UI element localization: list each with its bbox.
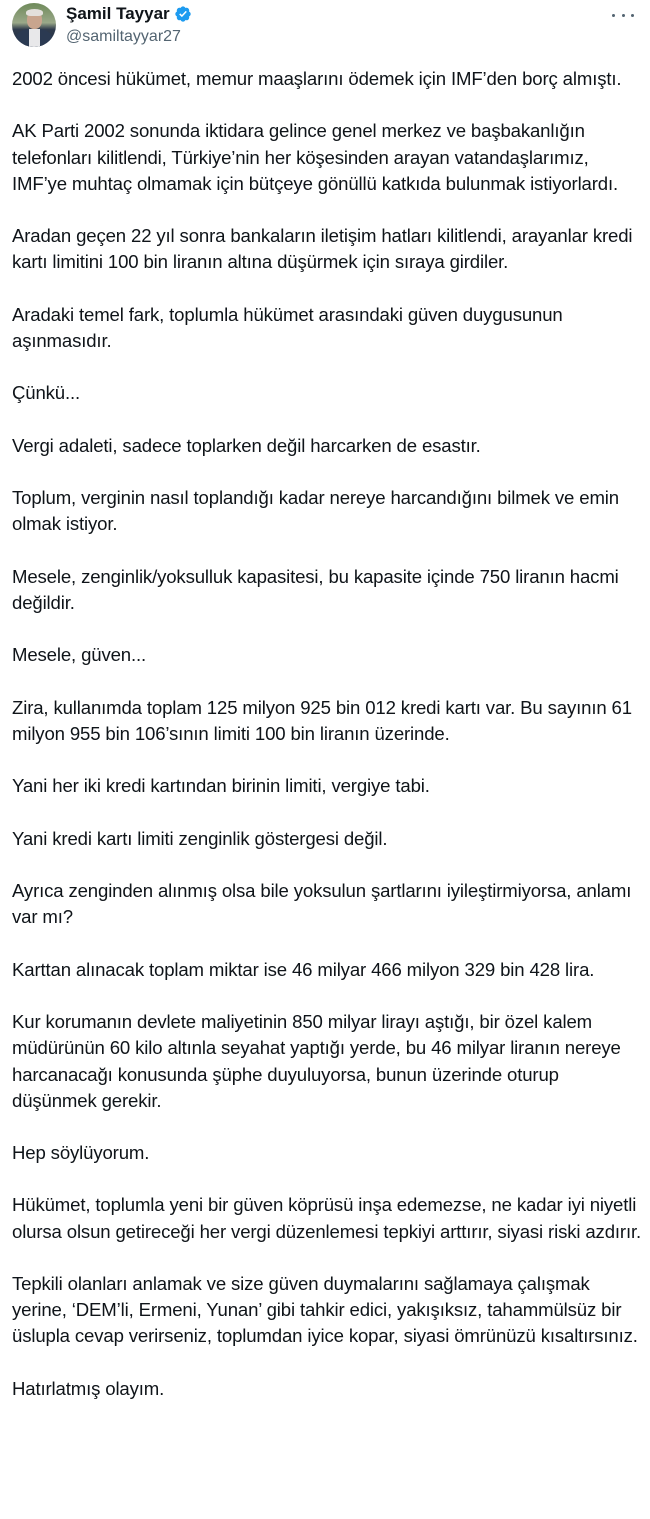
tweet-header	[0, 0, 650, 56]
tweet-paragraph: Yani kredi kartı limiti zenginlik göstergesi değil.	[12, 827, 388, 849]
tweet-paragraph: Çünkü...	[12, 382, 81, 404]
tweet-paragraph: Vergi adaleti, sadece toplarken değil harcarken de esastır.	[12, 434, 481, 456]
tweet-paragraph: Hep söylüyorum.	[12, 1142, 150, 1164]
tweet-paragraph: Zira, kullanımda toplam 125 milyon 925 bin 012 kredi kartı var. Bu sayının 61 milyon 955 bin 106’sının limiti 100 bin liranın üzerinde.	[12, 696, 632, 744]
tweet-paragraph: Kur korumanın devlete maliyetinin 850 milyar lirayı aştığı, bir özel kalem müdürünün 60 kilo altınla seyahat yaptığı yerde, bu 46 milyar liranın nereye harcanacağı konusunda şüphe duyuluyorsa, bunun üzerinde oturup düşünmek gerekir.	[12, 1011, 621, 1111]
more-horizontal-icon	[631, 14, 634, 17]
tweet-paragraph: Aradan geçen 22 yıl sonra bankaların iletişim hatları kilitlendi, arayanlar kredi kartı limitini 100 bin liranın altına düşürmek için sıraya girdiler.	[12, 225, 633, 273]
tweet-paragraph: Toplum, verginin nasıl toplandığı kadar nereye harcandığını bilmek ve emin olmak istiyor.	[12, 487, 619, 535]
tweet-paragraph: Karttan alınacak toplam miktar ise 46 milyar 466 milyon 329 bin 428 lira.	[12, 958, 595, 980]
more-options-button[interactable]	[612, 6, 634, 24]
tweet-paragraph: Yani her iki kredi kartından birinin limiti, vergiye tabi.	[12, 775, 430, 797]
tweet-paragraph: Ayrıca zenginden alınmış olsa bile yoksulun şartlarını iyileştirmiyorsa, anlamı var mı?	[12, 880, 632, 928]
verified-badge-icon[interactable]	[174, 5, 192, 23]
author-name-row	[66, 4, 192, 24]
author-name[interactable]: Şamil Tayyar	[66, 4, 170, 23]
avatar-shirt-shape	[29, 29, 40, 47]
tweet-paragraph: Aradaki temel fark, toplumla hükümet arasındaki güven duygusunun aşınmasıdır.	[12, 303, 563, 351]
tweet-paragraph: AK Parti 2002 sonunda iktidara gelince genel merkez ve başbakanlığın telefonları kilitlendi, Türkiye’nin her köşesinden arayan vatandaşlarımız, IMF’ye muhtaç olmamak için bütçeye gönüllü katkıda bulunmak istiyorlardı.	[12, 120, 619, 194]
tweet-paragraph: Tepkili olanları anlamak ve size güven duymalarını sağlamaya çalışmak yerine, ‘DEM’li, Ermeni, Yunan’ gibi tahkir edici, yakışıksız, tahammülsüz bir üslupla cevap verirseniz, toplumdan iyice kopar, siyasi ömrünüzü kısaltırsınız.	[12, 1273, 638, 1347]
more-horizontal-icon	[612, 14, 615, 17]
more-horizontal-icon	[622, 14, 625, 17]
tweet-text	[12, 66, 642, 1428]
author-handle[interactable]: @samiltayyar27	[66, 28, 181, 45]
avatar[interactable]	[12, 3, 56, 47]
tweet-paragraph: Mesele, zenginlik/yoksulluk kapasitesi, bu kapasite içinde 750 liranın hacmi değildir.	[12, 565, 619, 613]
tweet-paragraph: 2002 öncesi hükümet, memur maaşlarını ödemek için IMF’den borç almıştı.	[12, 68, 622, 89]
tweet-paragraph: Hatırlatmış olayım.	[12, 1377, 165, 1399]
avatar-hair-shape	[26, 9, 43, 16]
tweet-paragraph: Mesele, güven...	[12, 644, 147, 666]
tweet-paragraph: Hükümet, toplumla yeni bir güven köprüsü inşa edemezse, ne kadar iyi niyetli olursa olsun getireceği her vergi düzenlemesi tepkiyi arttırır, siyasi riski azdırır.	[12, 1194, 641, 1242]
